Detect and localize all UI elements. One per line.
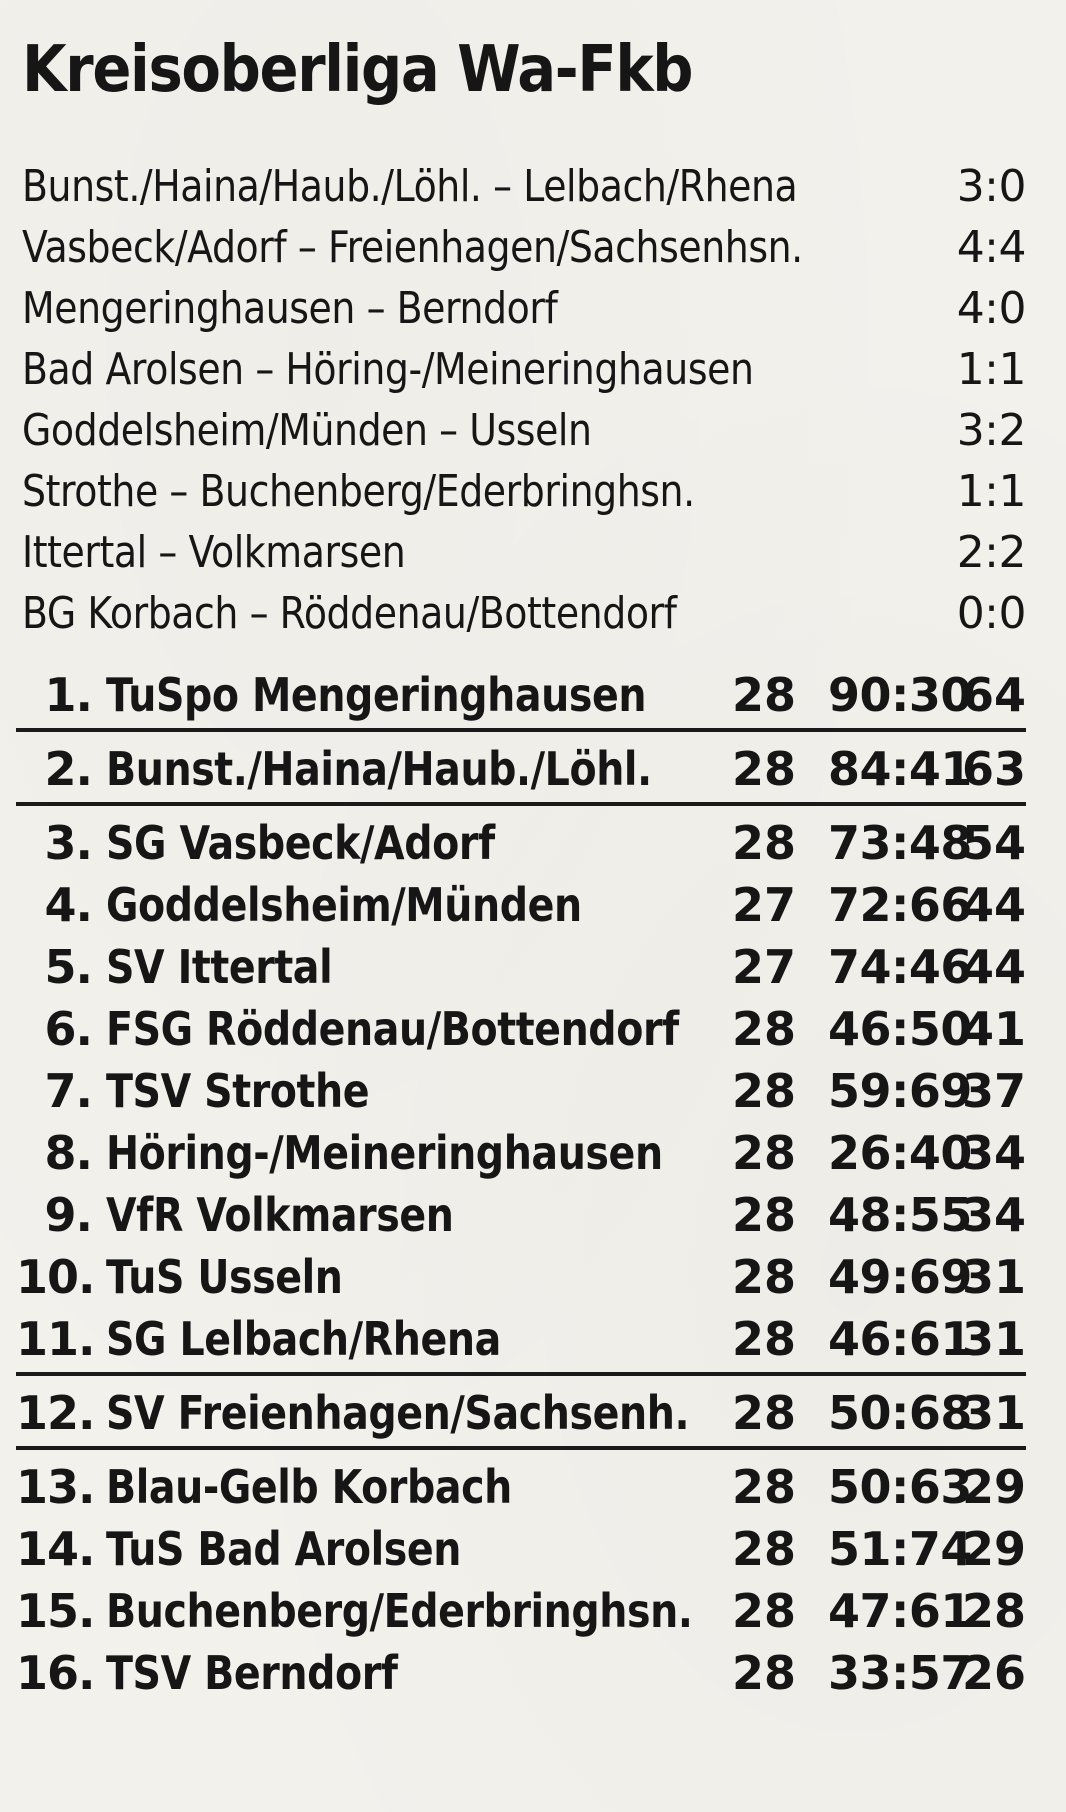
team-name: VfR Volkmarsen	[106, 1188, 454, 1242]
goal-ratio: 49:69	[828, 1250, 972, 1304]
team-name: TuS Usseln	[106, 1250, 343, 1304]
games-played: 28	[732, 742, 797, 796]
result-score: 4:0	[956, 283, 1026, 334]
team-name: TSV Strothe	[106, 1064, 370, 1118]
result-row	[22, 217, 1026, 278]
divider	[16, 1372, 1026, 1376]
goal-ratio: 72:66	[828, 878, 972, 932]
table-row	[16, 998, 1026, 1060]
result-score: 4:4	[956, 222, 1026, 273]
goal-ratio: 48:55	[828, 1188, 972, 1242]
points: 34	[961, 1188, 1026, 1242]
rank: 12.	[16, 1386, 95, 1440]
goal-ratio: 90:30	[828, 668, 972, 722]
match-results	[22, 156, 1026, 644]
goal-ratio: 46:61	[828, 1312, 972, 1366]
team-name: TuS Bad Arolsen	[106, 1522, 461, 1576]
result-match: Strothe – Buchenberg/Ederbringhsn.	[22, 466, 695, 517]
result-match: Bunst./Haina/Haub./Löhl. – Lelbach/Rhena	[22, 161, 798, 212]
result-row	[22, 583, 1026, 644]
table-row	[16, 936, 1026, 998]
points: 37	[961, 1064, 1026, 1118]
points: 34	[961, 1126, 1026, 1180]
standings-table	[16, 664, 1026, 1704]
points: 31	[961, 1312, 1026, 1366]
games-played: 28	[732, 1584, 797, 1638]
rank: 10.	[16, 1250, 95, 1304]
points: 31	[961, 1386, 1026, 1440]
result-score: 1:1	[956, 466, 1026, 517]
result-score: 3:0	[956, 161, 1026, 212]
games-played: 28	[732, 1386, 797, 1440]
points: 31	[961, 1250, 1026, 1304]
result-row	[22, 278, 1026, 339]
rank: 4.	[44, 878, 92, 932]
points: 28	[961, 1584, 1026, 1638]
points: 63	[961, 742, 1026, 796]
team-name: SG Lelbach/Rhena	[106, 1312, 501, 1366]
result-score: 1:1	[956, 344, 1026, 395]
rank: 15.	[16, 1584, 95, 1638]
goal-ratio: 73:48	[828, 816, 972, 870]
games-played: 28	[732, 1250, 797, 1304]
goal-ratio: 46:50	[828, 1002, 972, 1056]
points: 64	[961, 668, 1026, 722]
page-title: Kreisoberliga Wa-Fkb	[22, 33, 693, 107]
result-match: Bad Arolsen – Höring-/Meineringhausen	[22, 344, 754, 395]
table-row	[16, 1642, 1026, 1704]
table-row	[16, 874, 1026, 936]
points: 29	[961, 1460, 1026, 1514]
games-played: 28	[732, 816, 797, 870]
rank: 7.	[44, 1064, 92, 1118]
points: 44	[961, 940, 1026, 994]
team-name: Bunst./Haina/Haub./Löhl.	[106, 742, 652, 796]
team-name: FSG Röddenau/Bottendorf	[106, 1002, 679, 1056]
goal-ratio: 84:41	[828, 742, 972, 796]
result-row	[22, 461, 1026, 522]
team-name: SG Vasbeck/Adorf	[106, 816, 495, 870]
table-row	[16, 1382, 1026, 1444]
points: 29	[961, 1522, 1026, 1576]
table-row	[16, 1184, 1026, 1246]
result-match: Goddelsheim/Münden – Usseln	[22, 405, 592, 456]
rank: 8.	[44, 1126, 92, 1180]
goal-ratio: 74:46	[828, 940, 972, 994]
points: 26	[961, 1646, 1026, 1700]
goal-ratio: 59:69	[828, 1064, 972, 1118]
result-score: 3:2	[956, 405, 1026, 456]
goal-ratio: 50:63	[828, 1460, 972, 1514]
rank: 3.	[44, 816, 92, 870]
team-name: Goddelsheim/Münden	[106, 878, 582, 932]
table-row	[16, 1518, 1026, 1580]
games-played: 28	[732, 1002, 797, 1056]
result-score: 2:2	[956, 527, 1026, 578]
result-row	[22, 339, 1026, 400]
table-row	[16, 1122, 1026, 1184]
goal-ratio: 50:68	[828, 1386, 972, 1440]
result-row	[22, 400, 1026, 461]
rank: 1.	[44, 668, 92, 722]
rank: 14.	[16, 1522, 95, 1576]
games-played: 28	[732, 1460, 797, 1514]
games-played: 28	[732, 1522, 797, 1576]
rank: 11.	[16, 1312, 95, 1366]
result-match: BG Korbach – Röddenau/Bottendorf	[22, 588, 677, 639]
team-name: Blau-Gelb Korbach	[106, 1460, 512, 1514]
games-played: 28	[732, 1646, 797, 1700]
rank: 6.	[44, 1002, 92, 1056]
result-match: Ittertal – Volkmarsen	[22, 527, 406, 578]
divider	[16, 802, 1026, 806]
divider	[16, 1446, 1026, 1450]
rank: 13.	[16, 1460, 95, 1514]
goal-ratio: 51:74	[828, 1522, 972, 1576]
result-row	[22, 522, 1026, 583]
rank: 5.	[44, 940, 92, 994]
result-row	[22, 156, 1026, 217]
table-row	[16, 1308, 1026, 1370]
games-played: 28	[732, 668, 797, 722]
points: 54	[961, 816, 1026, 870]
rank: 16.	[16, 1646, 95, 1700]
result-score: 0:0	[956, 588, 1026, 639]
team-name: Buchenberg/Ederbringhsn.	[106, 1584, 693, 1638]
table-row	[16, 738, 1026, 800]
table-row	[16, 812, 1026, 874]
points: 44	[961, 878, 1026, 932]
divider	[16, 728, 1026, 732]
games-played: 27	[732, 878, 797, 932]
team-name: TuSpo Mengeringhausen	[106, 668, 647, 722]
games-played: 27	[732, 940, 797, 994]
result-match: Mengeringhausen – Berndorf	[22, 283, 558, 334]
rank: 2.	[44, 742, 92, 796]
goal-ratio: 47:61	[828, 1584, 972, 1638]
table-row	[16, 1456, 1026, 1518]
team-name: SV Ittertal	[106, 940, 333, 994]
team-name: SV Freienhagen/Sachsenh.	[106, 1386, 690, 1440]
games-played: 28	[732, 1126, 797, 1180]
table-row	[16, 1246, 1026, 1308]
games-played: 28	[732, 1312, 797, 1366]
result-match: Vasbeck/Adorf – Freienhagen/Sachsenhsn.	[22, 222, 803, 273]
rank: 9.	[44, 1188, 92, 1242]
goal-ratio: 33:57	[828, 1646, 972, 1700]
table-row	[16, 1580, 1026, 1642]
games-played: 28	[732, 1064, 797, 1118]
table-row	[16, 664, 1026, 726]
team-name: Höring-/Meineringhausen	[106, 1126, 663, 1180]
goal-ratio: 26:40	[828, 1126, 972, 1180]
team-name: TSV Berndorf	[106, 1646, 398, 1700]
table-row	[16, 1060, 1026, 1122]
games-played: 28	[732, 1188, 797, 1242]
points: 41	[961, 1002, 1026, 1056]
